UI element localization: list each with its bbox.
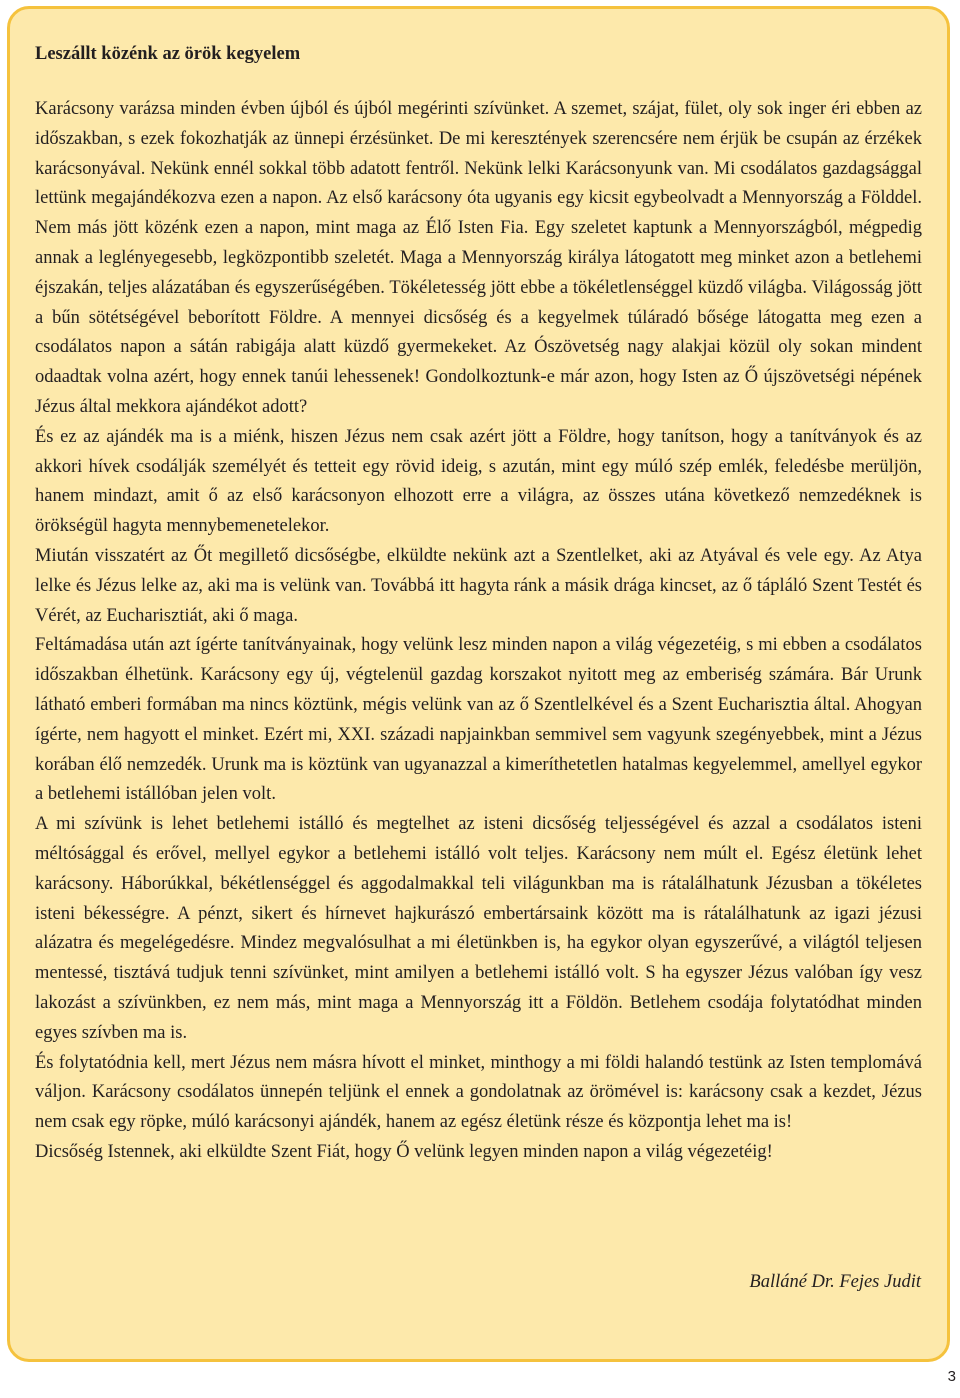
article-paragraph: A mi szívünk is lehet betlehemi istálló és megtelhet az isteni dicsőség teljességével és azzal a csodálatos isteni méltósággal és erővel, mellyel egykor a betlehemi istálló volt teljes. Karácsony nem múlt el. Egész életünk lehet karácsony. Háborúkkal, békétlenséggel és aggodalmakkal teli világunkban ma is rátalálhatunk Jézusban a tökéletes isteni békességre. A pénzt, sikert és hírnevet hajkurászó embertársaink között ma is rátalálhatunk az igazi jézusi alázatra és megelégedésre. Mindez megvalósulhat a mi életünkben is, ha egykor olyan egyszerűvé, a világtól teljesen mentessé, tisztává tudjuk tenni szívünket, mint amilyen a betlehemi istálló volt. S ha egyszer Jézus valóban így vesz lakozást a szívünkben, ez nem más, mint maga a Mennyország itt a Földön. Betlehem csodája folytatódhat minden egyes szívben ma is. xyxy=(35,814,922,1043)
page-number: 3 xyxy=(947,1368,956,1385)
article-title: Leszállt közénk az örök kegyelem xyxy=(35,44,301,64)
article-paragraph: Karácsony varázsa minden évben újból és újból megérinti szívünket. A szemet, szájat, fület, oly sok inger éri ebben az időszakban, s ezek fokozhatják az ünnepi érzésünket. De mi keresztények szerencsére nem érjük be csupán az érzékek karácsonyával. Nekünk ennél sokkal több adatott fentről. Nekünk lelki Karácsonyunk van. Mi csodálatos gazdagsággal lettünk megajándékozva ezen a napon. Az első karácsony óta ugyanis egy kicsit egybeolvadt a Mennyország a Földdel. Nem más jött közénk ezen a napon, mint maga az Élő Isten Fia. Egy szeletet kaptunk a Mennyországból, mégpedig annak a leglényegesebb, legközpontibb szeletét. Maga a Mennyország királya látogatott meg minket azon a betlehemi éjszakán, teljes alázatában és egyszerűségében. Tökéletesség jött ebbe a tökéletlenséggel küzdő világba. Világosság jött a bűn sötétségével beborított Földre. A mennyei dicsőség és a kegyelmek túláradó bősége látogatta meg ezen a csodálatos napon a sátán rabigája alatt küzdő gyermekeket. Az Ószövetség nagy alakjai közül oly sokan mindent odaadtak volna azért, hogy ennek tanúi lehessenek! Gondolkoztunk-e már azon, hogy Isten az Ő újszövetségi népének Jézus által mekkora ajándékot adott? xyxy=(35,99,922,417)
article-paragraph: Miután visszatért az Őt megillető dicsőségbe, elküldte nekünk azt a Szentlelket, aki az Atyával és vele egy. Az Atya lelke és Jézus lelke az, aki ma is velünk van. Továbbá itt hagyta ránk a másik drága kincset, az ő tápláló Szent Testét és Vérét, az Eucharisztiát, aki ő maga. xyxy=(35,545,922,626)
article-panel xyxy=(7,6,950,1362)
article-paragraph: És ez az ajándék ma is a miénk, hiszen Jézus nem csak azért jött a Földre, hogy tanítson, hogy a tanítványok és az akkori hívek csodálják személyét és tetteit egy rövid ideig, s azután, mint egy múló szép emlék, feledésbe merüljön, hanem mindazt, amit ő az első karácsonyon elhozott erre a világra, az összes utána következő nemzedéknek is örökségül hagyta mennybemenetelekor. xyxy=(35,426,922,537)
article-body xyxy=(35,95,922,1168)
author-signature: Balláné Dr. Fejes Judit xyxy=(749,1272,921,1292)
article-paragraph: És folytatódnia kell, mert Jézus nem másra hívott el minket, minthogy a mi földi halandó testünk az Isten templomává váljon. Karácsony csodálatos ünnepén teljünk el ennek a gondolatnak az örömével is: karácsony csak a kezdet, Jézus nem csak egy röpke, múló karácsonyi ajándék, hanem az egész életünk része és központja lehet ma is! xyxy=(35,1052,922,1133)
article-paragraph: Dicsőség Istennek, aki elküldte Szent Fiát, hogy Ő velünk legyen minden napon a világ végezetéig! xyxy=(35,1141,773,1162)
article-paragraph: Feltámadása után azt ígérte tanítványainak, hogy velünk lesz minden napon a világ végezetéig, s mi ebben a csodálatos időszakban élhetünk. Karácsony egy új, végtelenül gazdag korszakot nyitott meg az emberiség számára. Bár Urunk látható emberi formában ma nincs köztünk, mégis velünk van az ő Szentlelkével és a Szent Eucharisztia által. Ahogyan ígérte, nem hagyott el minket. Ezért mi, XXI. századi napjainkban semmivel sem vagyunk szegényebbek, mint a Jézus korában élő nemzedék. Urunk ma is köztünk van ugyanazzal a kimeríthetetlen hatalmas kegyelemmel, amellyel egykor a betlehemi istállóban jelen volt. xyxy=(35,635,922,805)
